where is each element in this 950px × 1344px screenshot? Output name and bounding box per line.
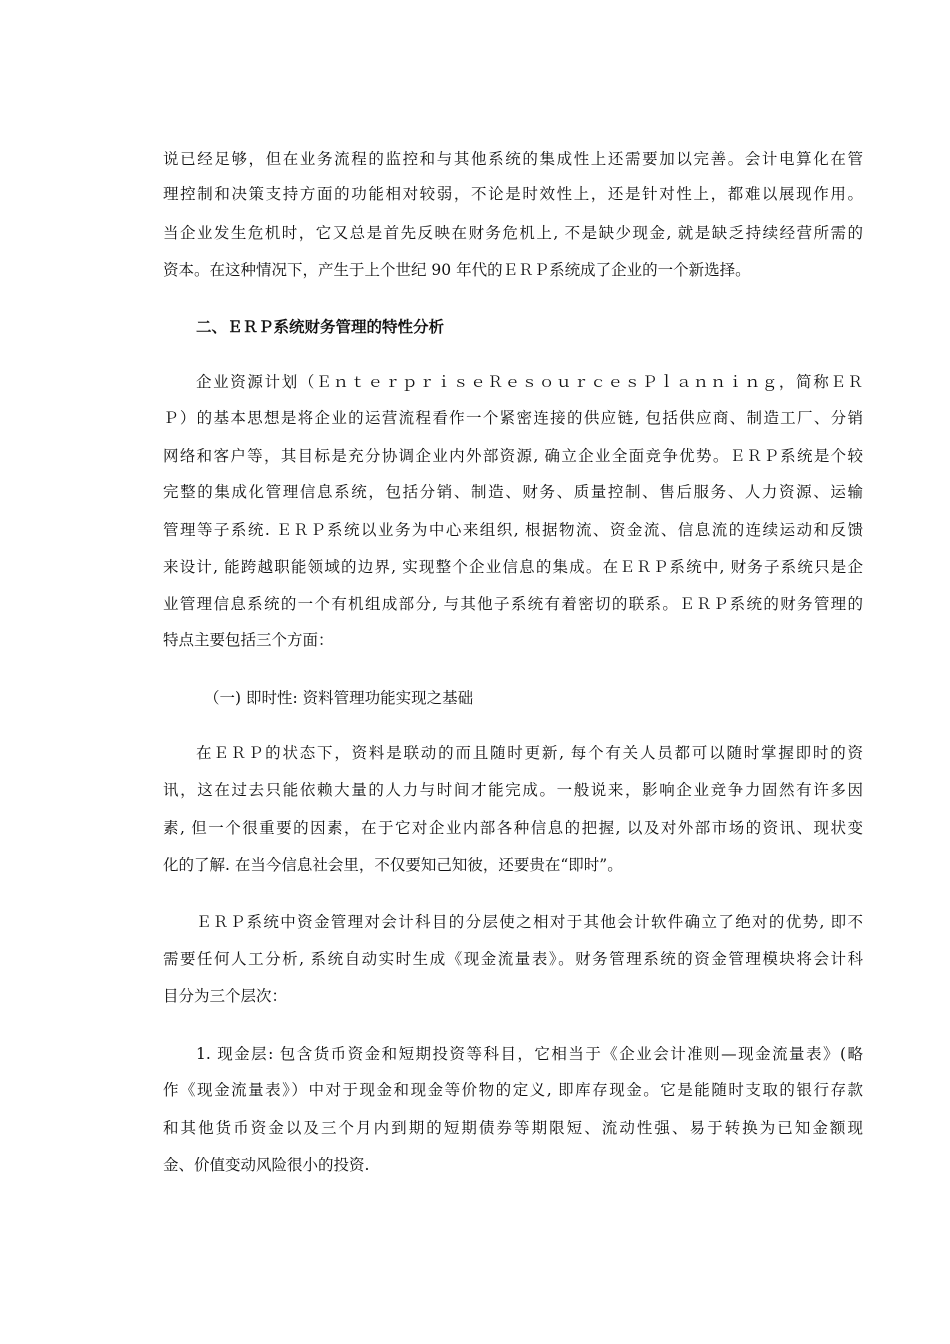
paragraph-line: 和其他货币资金以及三个月内到期的短期债券等期限短、流动性强、易于转换为已知金额现	[163, 1119, 863, 1137]
paragraph-line: 讯，这在过去只能依赖大量的人力与时间才能完成。一般说来，影响企业竞争力固然有许多因	[163, 781, 863, 799]
paragraph-line: 业管理信息系统的一个有机组成部分, 与其他子系统有着密切的联系。ＥＲＰ系统的财务管理的	[163, 595, 863, 613]
paragraph-line: 资本。在这种情况下，产生于上个世纪 90 年代的ＥＲＰ系统成了企业的一个新选择。	[163, 261, 751, 279]
paragraph-line: 企业资源计划（ＥｎｔｅｒｐｒｉｓｅＲｅｓｏｕｒｃｅｓＰｌａｎｎｉｎｇ，简称ＥＲ	[196, 373, 863, 391]
paragraph-line: 特点主要包括三个方面：	[163, 631, 334, 649]
paragraph-line: 1. 现金层: 包含货币资金和短期投资等科目，它相当于《企业会计准则—现金流量表》(略	[196, 1045, 863, 1063]
paragraph-line: ＥＲＰ系统中资金管理对会计科目的分层使之相对于其他会计软件确立了绝对的优势, 即不	[196, 913, 863, 931]
paragraph-line: 化的了解. 在当今信息社会里，不仅要知己知彼，还要贵在“即时”。	[163, 856, 623, 874]
subsection-heading: （一) 即时性: 资料管理功能实现之基础	[204, 689, 474, 707]
section-heading: 二、ＥＲＰ系统财务管理的特性分析	[196, 318, 445, 336]
paragraph-line: Ｐ）的基本思想是将企业的运营流程看作一个紧密连接的供应链, 包括供应商、制造工厂、分销	[163, 409, 863, 427]
paragraph-line: 在ＥＲＰ的状态下，资料是联动的而且随时更新, 每个有关人员都可以随时掌握即时的资	[196, 744, 863, 762]
paragraph-line: 管理等子系统. ＥＲＰ系统以业务为中心来组织, 根据物流、资金流、信息流的连续运动和反馈	[163, 521, 863, 539]
paragraph-line: 理控制和决策支持方面的功能相对较弱，不论是时效性上，还是针对性上，都难以展现作用。	[163, 185, 863, 203]
paragraph-line: 来设计, 能跨越职能领域的边界, 实现整个企业信息的集成。在ＥＲＰ系统中, 财务子系统只是企	[163, 558, 863, 576]
paragraph-line: 素, 但一个很重要的因素，在于它对企业内部各种信息的把握, 以及对外部市场的资讯、现状变	[163, 819, 863, 837]
paragraph-line: 网络和客户等，其目标是充分协调企业内外部资源, 确立企业全面竞争优势。ＥＲＰ系统是个较	[163, 447, 863, 465]
paragraph-line: 说已经足够，但在业务流程的监控和与其他系统的集成性上还需要加以完善。会计电算化在管	[163, 150, 863, 168]
paragraph-line: 作《现金流量表》）中对于现金和现金等价物的定义, 即库存现金。它是能随时支取的银行存款	[163, 1081, 863, 1099]
paragraph-line: 金、价值变动风险很小的投资.	[163, 1156, 370, 1174]
paragraph-line: 目分为三个层次：	[163, 987, 288, 1005]
paragraph-line: 当企业发生危机时，它又总是首先反映在财务危机上, 不是缺少现金, 就是缺乏持续经营所需的	[163, 224, 863, 242]
paragraph-line: 完整的集成化管理信息系统，包括分销、制造、财务、质量控制、售后服务、人力资源、运输	[163, 483, 863, 501]
paragraph-line: 需要任何人工分析, 系统自动实时生成《现金流量表》。财务管理系统的资金管理模块将会计科	[163, 950, 863, 968]
